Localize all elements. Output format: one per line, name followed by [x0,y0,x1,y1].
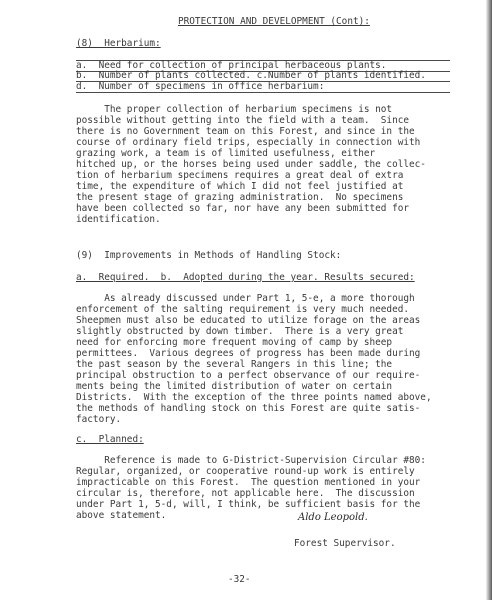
herbarium-item-a: a. Need for collection of principal herbaceous plants. [76,60,450,72]
herbarium-line: time, the expenditure of which I did not feel justified at [76,181,404,192]
herbarium-heading-text: (8) Herbarium: [76,38,161,49]
herbarium-line: the present stage of grazing administration. No specimens [76,192,404,203]
herbarium-line: grazing work, a team is of limited usefulness, either [76,148,376,159]
planned-line: impracticable on this Forest. The question mentioned in your [76,477,421,488]
stock-line: the past season by the several Rangers in this line; the [76,359,393,370]
planned-line: circular is, therefore, not applicable here. The discussion [76,488,415,499]
herbarium-line: The proper collection of herbarium specimens is not [76,104,393,115]
herbarium-line: course of ordinary field trips, especially in connection with [76,137,421,148]
planned-line: above statement. [76,510,167,521]
herbarium-line: identification. [76,214,161,225]
stock-line: factory. [76,414,122,425]
stock-heading: (9) Improvements in Methods of Handling Stock: [76,250,342,261]
planned-line: Reference is made to G-District-Supervision Circular #80: [76,455,426,466]
stock-line: ments being the limited distribution of water on certain [76,381,393,392]
herbarium-line: have been collected so far, nor have any been submitted for [76,203,410,214]
stock-line: Districts. With the exception of the three points named above, [76,392,432,403]
herbarium-item-d: d. Number of specimens in office herbarium: [76,82,450,93]
stock-line: enforcement of the salting requirement is very much needed. [76,304,410,315]
herbarium-line: possible without getting into the field with a team. Since [76,115,410,126]
planned-heading: c. Planned: [76,434,144,445]
stock-line: principal obstruction to a perfect observance of our require- [76,370,421,381]
stock-line: Sheepmen must also be educated to utilize forage on the areas [76,315,421,326]
planned-line: Regular, organized, or cooperative round-up work is entirely [76,466,415,477]
stock-line: As already discussed under Part 1, 5-e, a more thorough [76,293,415,304]
handwritten-signature: Aldo Leopold. [298,512,368,523]
page-title: PROTECTION AND DEVELOPMENT (Cont): [178,16,370,27]
stock-line: the methods of handling stock on this Forest are quite satis- [76,403,421,414]
herbarium-line: tion of herbarium specimens requires a great deal of extra [76,170,404,181]
stock-subheading: a. Required. b. Adopted during the year. Results secured: [76,272,415,283]
herbarium-line: there is no Government team on this Forest, and since in the [76,126,415,137]
planned-line: under Part 1, 5-d, will, I think, be sufficient basis for the [76,499,421,510]
herbarium-item-b: b. Number of plants collected. c.Number of plants identified. [76,71,450,82]
stock-line: permittees. Various degrees of progress has been made during [76,348,421,359]
stock-line: need for enforcing more frequent moving of camp by sheep [76,337,393,348]
signature-title: Forest Supervisor. [294,538,396,549]
herbarium-line: hitched up, or the horses being used under saddle, the collec- [76,159,426,170]
page-number: -32- [228,574,251,585]
stock-line: slightly obstructed by down timber. There is a very great [76,326,404,337]
herbarium-heading [76,38,161,49]
